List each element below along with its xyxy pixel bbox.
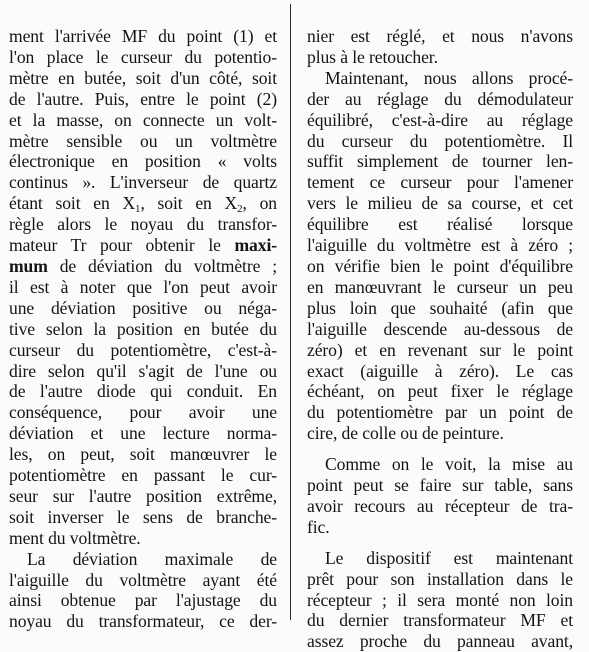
text-line: soit inverser le sens de branche- bbox=[9, 506, 277, 527]
text-line: il est à noter que l'on peut avoir bbox=[9, 276, 277, 297]
text-line: vers le milieu de sa course, et cet bbox=[307, 193, 573, 214]
paragraph bbox=[9, 26, 277, 549]
text-line: mètre en butée, soit d'un côté, soit bbox=[9, 67, 277, 88]
left-column bbox=[9, 26, 277, 632]
text-line: du potentiomètre par un point de bbox=[307, 402, 573, 423]
text-line: suffit simplement de tourner len- bbox=[307, 151, 573, 172]
text-line: plus loin que souhaité (afin que bbox=[307, 297, 573, 318]
paragraph bbox=[307, 68, 573, 444]
bold-text: maxi- bbox=[234, 235, 277, 256]
text-line: der au réglage du démodulateur bbox=[307, 88, 573, 109]
text-line: exact (aiguille à zéro). Le cas bbox=[307, 360, 573, 381]
subscript: 1 bbox=[135, 203, 141, 216]
text-line: tive selon la position en butée du bbox=[9, 318, 277, 339]
text-line: dire selon qu'il s'agit de l'une ou bbox=[9, 360, 277, 381]
text-line: et la masse, on connecte un volt- bbox=[9, 109, 277, 130]
text-line: noyau du transformateur, ce der- bbox=[9, 611, 277, 632]
text-line: Maintenant, nous allons procé- bbox=[325, 67, 573, 88]
text-line: mètre sensible ou un voltmètre bbox=[9, 130, 277, 151]
text-line: ainsi obtenue par l'ajustage du bbox=[9, 590, 277, 611]
text-line: cire, de colle ou de peinture. bbox=[307, 423, 504, 444]
paragraph bbox=[9, 549, 277, 633]
text-line: l'aiguille descende au-dessous de bbox=[307, 318, 573, 339]
text-line: plus à le retoucher. bbox=[307, 46, 438, 67]
text-line: potentiomètre en passant le cur- bbox=[9, 465, 277, 486]
text-fragment: étant soit en X bbox=[9, 193, 136, 214]
text-line: avoir recours au récepteur de tra- bbox=[307, 495, 573, 516]
text-line: on vérifie bien le point d'équilibre bbox=[307, 255, 573, 276]
text-fragment: mateur Tr pour obtenir le bbox=[9, 235, 235, 256]
text-line: curseur du potentiomètre, c'est-à- bbox=[9, 339, 277, 360]
text-line: l'aiguille du voltmètre ayant été bbox=[9, 569, 277, 590]
text-line: en manœuvrant le curseur un peu bbox=[307, 276, 573, 297]
text-line: équilibre est réalisé lorsque bbox=[307, 214, 573, 235]
text-fragment: de déviation du voltmètre ; bbox=[47, 255, 277, 276]
paragraph-gap bbox=[307, 538, 573, 548]
column-divider bbox=[290, 4, 291, 620]
text-line: l'on place le curseur du potentio- bbox=[9, 46, 277, 67]
text-line: récepteur ; il sera monté non loin bbox=[307, 589, 573, 610]
text-line: point peut se faire sur table, sans bbox=[307, 475, 573, 496]
text-line: règle alors le noyau du transfor- bbox=[9, 214, 277, 235]
text-line: l'aiguille du voltmètre est à zéro ; bbox=[307, 235, 573, 256]
text-line: une déviation positive ou néga- bbox=[9, 297, 277, 318]
text-line: tement ce curseur pour l'amener bbox=[307, 172, 573, 193]
text-line: Comme on le voit, la mise au bbox=[325, 454, 573, 475]
text-line: zéro) et en revenant sur le point bbox=[307, 339, 573, 360]
text-line: de l'autre. Puis, entre le point (2) bbox=[9, 88, 277, 109]
right-column bbox=[307, 26, 573, 652]
text-line: échéant, on peut fixer le réglage bbox=[307, 381, 573, 402]
text-line: électronique en position « volts bbox=[9, 151, 277, 172]
text-fragment: , soit en X bbox=[140, 193, 238, 214]
text-line: déviation et une lecture norma- bbox=[9, 423, 277, 444]
text-line: seur sur l'autre position extrême, bbox=[9, 485, 277, 506]
bold-text: mum bbox=[9, 255, 48, 276]
text-line bbox=[9, 256, 277, 277]
text-line: assez proche du panneau avant, bbox=[307, 631, 573, 652]
text-line: ment l'arrivée MF du point (1) et bbox=[9, 26, 277, 46]
text-line: conséquence, pour avoir une bbox=[9, 402, 277, 423]
text-line bbox=[9, 193, 277, 214]
text-line: ment du voltmètre. bbox=[9, 527, 141, 548]
text-line: les, on peut, soit manœuvrer le bbox=[9, 444, 277, 465]
text-line: La déviation maximale de bbox=[27, 548, 277, 569]
text-line: continus ». L'inverseur de quartz bbox=[9, 172, 277, 193]
paragraph-gap bbox=[307, 444, 573, 454]
text-line: nier est réglé, et nous n'avons bbox=[307, 26, 573, 46]
paragraph bbox=[307, 26, 573, 68]
text-fragment: , on bbox=[242, 193, 277, 214]
text-line bbox=[9, 235, 277, 256]
paragraph bbox=[307, 454, 573, 538]
text-line: équilibré, c'est-à-dire au réglage bbox=[307, 109, 573, 130]
text-line: de l'autre diode qui conduit. En bbox=[9, 381, 277, 402]
text-line: fic. bbox=[307, 516, 330, 537]
text-line: du curseur du potentiomètre. Il bbox=[307, 130, 573, 151]
paragraph bbox=[307, 548, 573, 652]
text-line: du dernier transformateur MF et bbox=[307, 610, 573, 631]
text-line: Le dispositif est maintenant bbox=[325, 547, 573, 568]
text-line: prêt pour son installation dans le bbox=[307, 568, 573, 589]
subscript: 2 bbox=[237, 203, 243, 216]
